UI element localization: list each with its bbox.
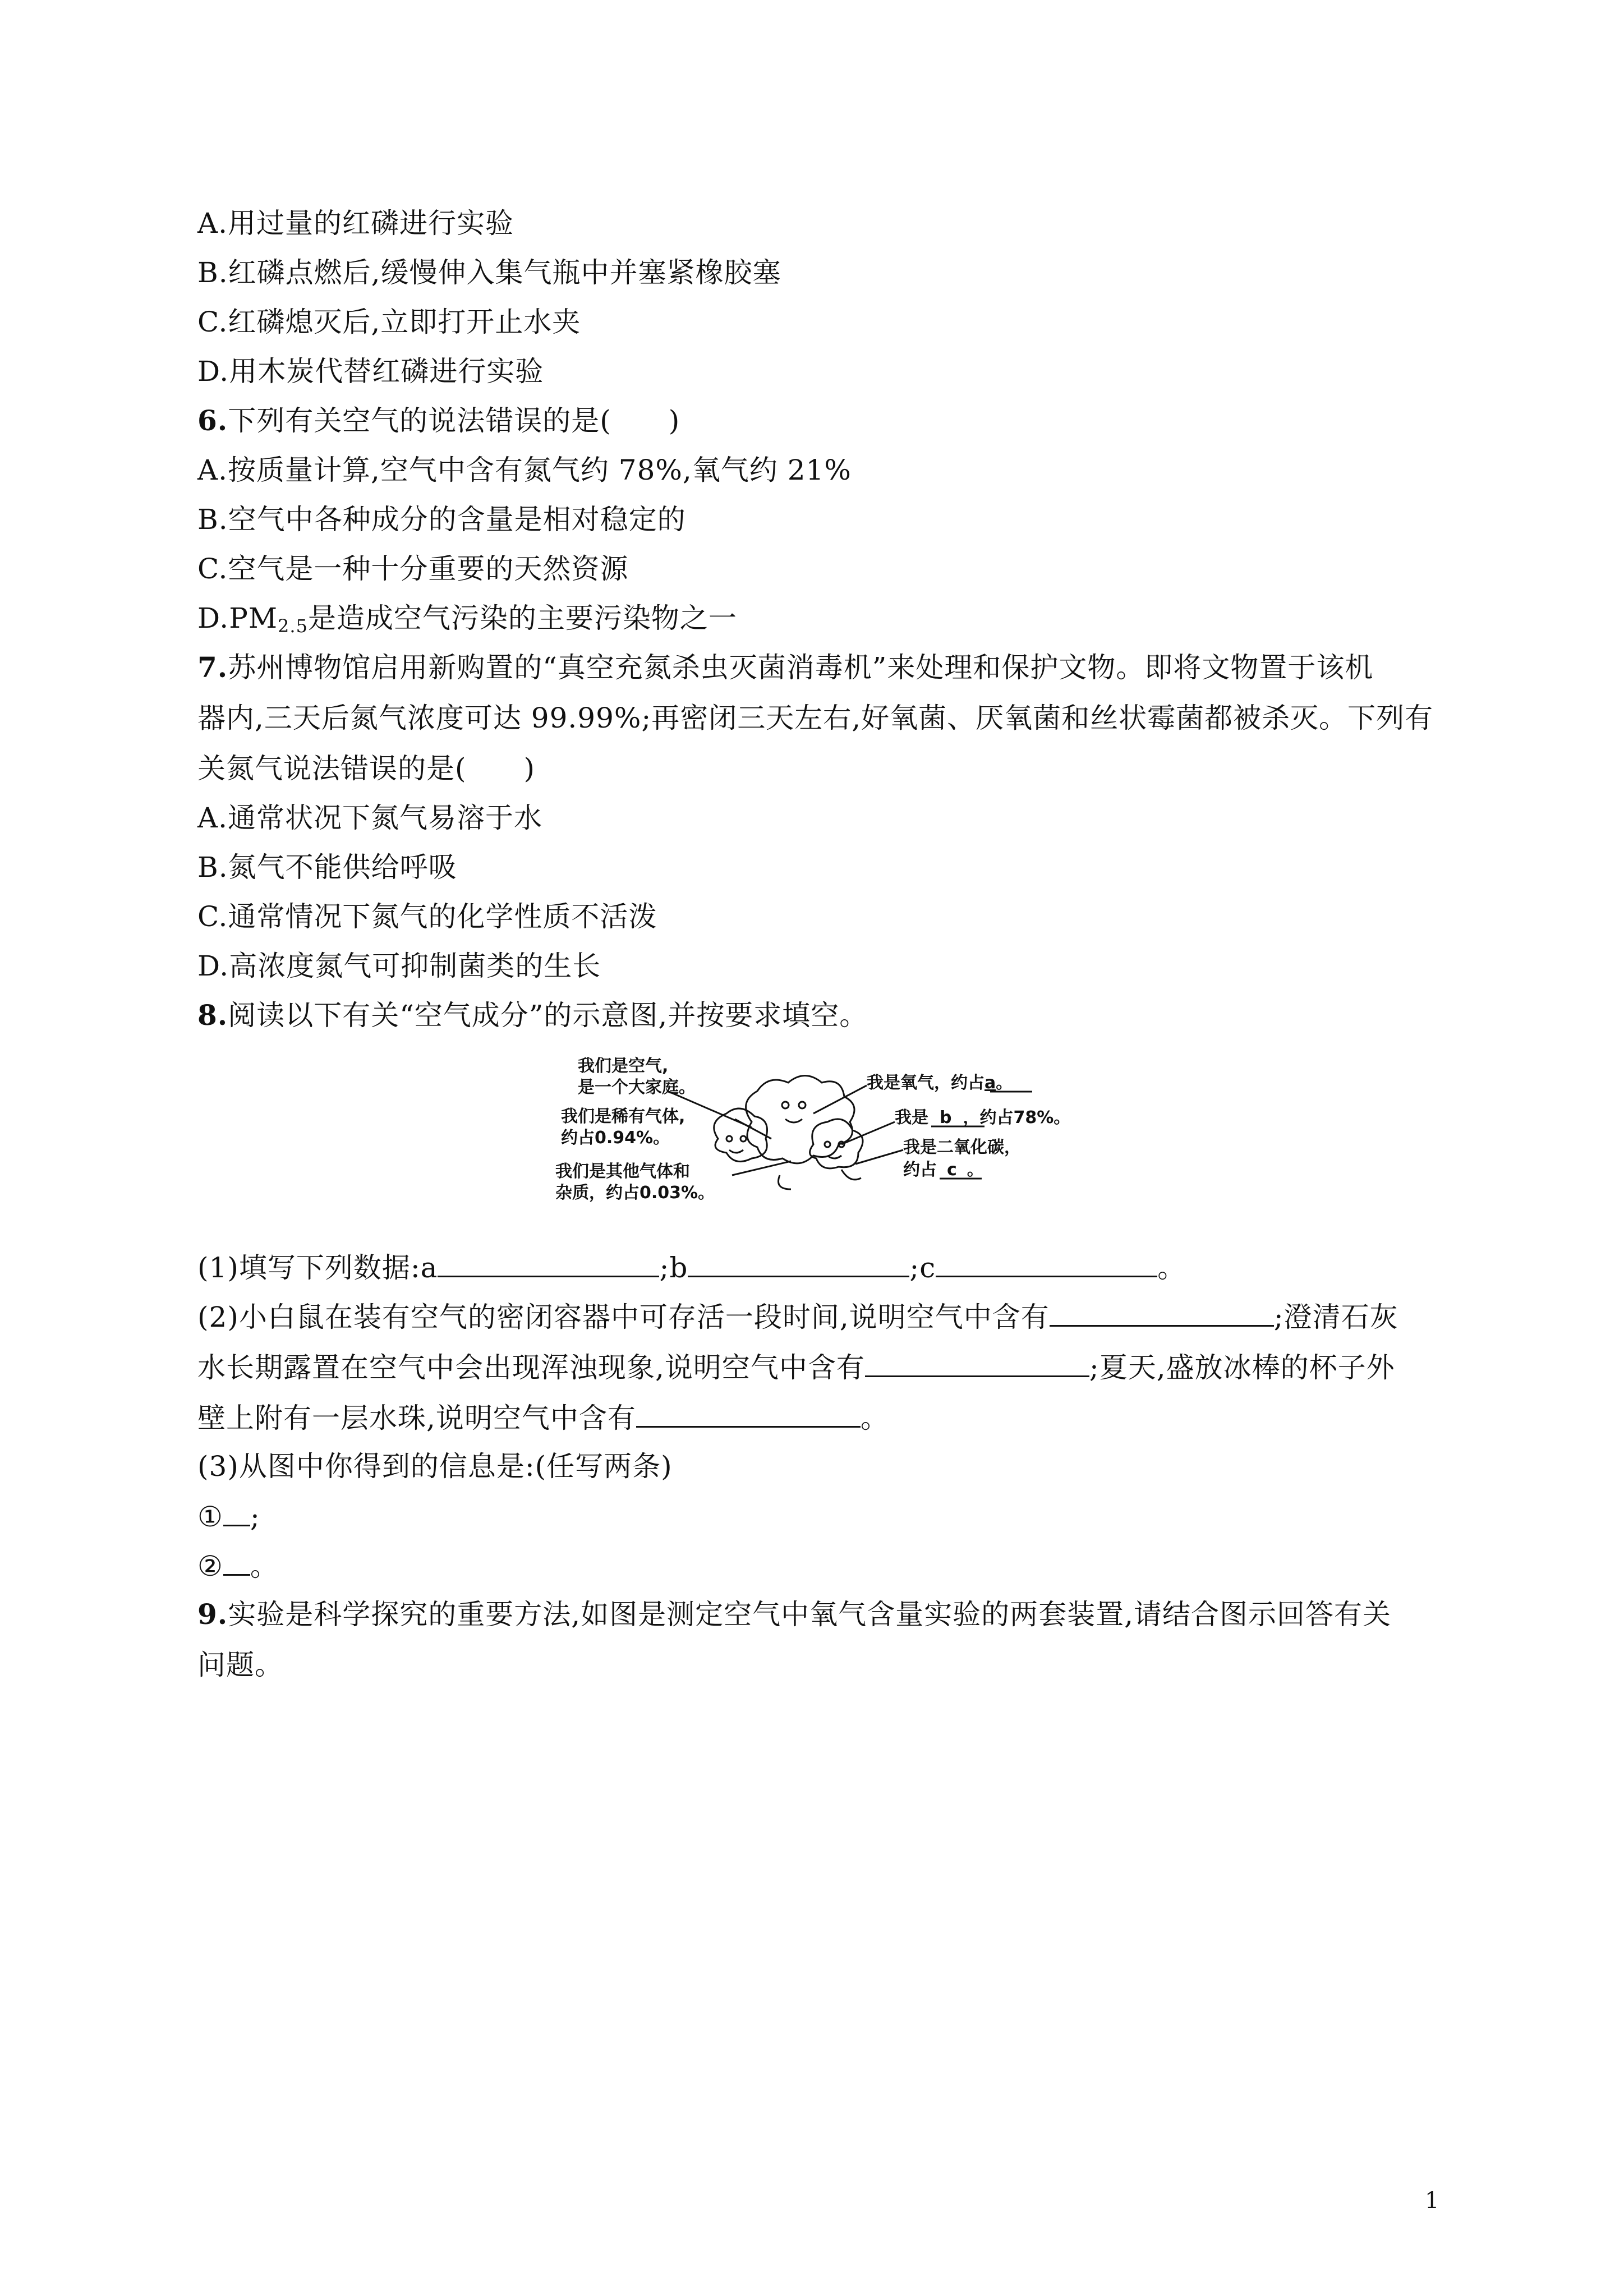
blank-info-1[interactable] bbox=[223, 1499, 250, 1526]
figure-label-nitrogen: 我是 b ，约占78%。 bbox=[895, 1108, 1071, 1128]
cloud-family-illustration bbox=[714, 1076, 863, 1190]
q5-option-d: D.用木炭代替红磷进行实验 bbox=[197, 355, 544, 388]
q6-stem bbox=[197, 404, 680, 438]
blank-part2-co2[interactable] bbox=[865, 1350, 1089, 1377]
q7-stem-line3: 关氮气说法错误的是( ) bbox=[197, 752, 536, 785]
q8-part2-line2 bbox=[197, 1350, 1395, 1384]
q7-stem-text1: 苏州博物馆启用新购置的“真空充氮杀虫灭菌消毒机”来处理和保护文物。即将文物置于该机 bbox=[228, 651, 1374, 684]
air-composition-figure bbox=[550, 1049, 1111, 1217]
q8-part1-end: 。 bbox=[1157, 1251, 1186, 1284]
q6-number: 6. bbox=[197, 404, 228, 437]
q8-part2-text2: 水长期露置在空气中会出现浑浊现象,说明空气中含有 bbox=[197, 1351, 865, 1384]
q8-part3-item2 bbox=[197, 1548, 279, 1583]
q8-part1 bbox=[197, 1250, 1186, 1285]
figure-label-air-2: 是一个大家庭。 bbox=[578, 1078, 696, 1097]
page-number: 1 bbox=[1425, 2188, 1439, 2214]
q8-part3-item2-end: 。 bbox=[250, 1550, 279, 1582]
q8-part3-item1-marker: ① bbox=[197, 1501, 223, 1533]
q8-part2-line1 bbox=[197, 1299, 1398, 1334]
figure-label-air-1: 我们是空气, bbox=[578, 1056, 669, 1076]
q6-option-b: B.空气中各种成分的含量是相对稳定的 bbox=[197, 503, 686, 536]
figure-label-co2-2: 约占 c 。 bbox=[903, 1160, 984, 1180]
q7-option-a: A.通常状况下氮气易溶于水 bbox=[197, 802, 543, 834]
q8-part3-item2-marker: ② bbox=[197, 1550, 223, 1582]
q7-stem-line1 bbox=[197, 651, 1373, 684]
blank-b[interactable] bbox=[688, 1250, 909, 1277]
q8-part1-sep-c: ;c bbox=[909, 1251, 936, 1284]
blank-c[interactable] bbox=[936, 1250, 1157, 1277]
q8-part3: (3)从图中你得到的信息是:(任写两条) bbox=[197, 1450, 673, 1483]
q6-option-d-pre: D.PM bbox=[197, 602, 278, 634]
q8-part1-label: (1)填写下列数据:a bbox=[197, 1251, 438, 1284]
figure-label-co2-1: 我是二氧化碳， bbox=[903, 1138, 1021, 1157]
q5-option-b: B.红磷点燃后,缓慢伸入集气瓶中并塞紧橡胶塞 bbox=[197, 256, 781, 289]
q8-part3-item1 bbox=[197, 1499, 260, 1534]
q8-part3-item1-end: ; bbox=[250, 1501, 260, 1533]
q5-option-a: A.用过量的红磷进行实验 bbox=[197, 207, 514, 240]
q7-stem-line2: 器内,三天后氮气浓度可达 99.99%;再密闭三天左右,好氧菌、厌氧菌和丝状霉菌都被杀灭。下列有 bbox=[197, 702, 1434, 734]
q8-number: 8. bbox=[197, 999, 228, 1032]
figure-label-rare-gas-2: 约占0.94%。 bbox=[561, 1128, 670, 1148]
q7-option-d: D.高浓度氮气可抑制菌类的生长 bbox=[197, 950, 601, 982]
q9-number: 9. bbox=[197, 1598, 228, 1631]
q6-option-d-subscript: 2.5 bbox=[278, 615, 308, 637]
q9-stem-line1 bbox=[197, 1598, 1391, 1631]
q8-part2-line3 bbox=[197, 1400, 889, 1435]
q6-option-a: A.按质量计算,空气中含有氮气约 78%,氧气约 21% bbox=[197, 454, 852, 486]
q8-part2-text1-end: ;澄清石灰 bbox=[1273, 1301, 1398, 1333]
figure-label-other-gas-2: 杂质，约占0.03%。 bbox=[555, 1183, 715, 1203]
q6-stem-text: 下列有关空气的说法错误的是( ) bbox=[228, 404, 680, 437]
q6-option-d bbox=[197, 601, 737, 643]
blank-info-2[interactable] bbox=[223, 1548, 250, 1576]
q8-stem bbox=[197, 999, 868, 1032]
q5-option-c: C.红磷熄灭后,立即打开止水夹 bbox=[197, 306, 581, 338]
q8-part1-sep-b: ;b bbox=[659, 1251, 688, 1284]
q8-part2-text3-end: 。 bbox=[860, 1402, 889, 1434]
q9-stem-text1: 实验是科学探究的重要方法,如图是测定空气中氧气含量实验的两套装置,请结合图示回答有关 bbox=[228, 1598, 1391, 1631]
blank-part2-water[interactable] bbox=[636, 1400, 861, 1428]
q7-option-c: C.通常情况下氮气的化学性质不活泼 bbox=[197, 900, 657, 933]
q9-stem-line2: 问题。 bbox=[197, 1649, 283, 1681]
q8-part2-text2-end: ;夏天,盛放冰棒的杯子外 bbox=[1089, 1351, 1395, 1384]
q8-stem-text: 阅读以下有关“空气成分”的示意图,并按要求填空。 bbox=[228, 999, 868, 1032]
q6-option-c: C.空气是一种十分重要的天然资源 bbox=[197, 553, 629, 585]
blank-a[interactable] bbox=[438, 1250, 659, 1277]
q8-part2-text3: 壁上附有一层水珠,说明空气中含有 bbox=[197, 1402, 636, 1434]
pointer-lines bbox=[668, 1085, 903, 1175]
figure-label-rare-gas-1: 我们是稀有气体, bbox=[561, 1107, 686, 1126]
q6-option-d-post: 是造成空气污染的主要污染物之一 bbox=[307, 602, 737, 634]
figure-label-other-gas-1: 我们是其他气体和 bbox=[555, 1162, 690, 1181]
q7-option-b: B.氮气不能供给呼吸 bbox=[197, 851, 457, 884]
q8-part2-text1: (2)小白鼠在装有空气的密闭容器中可存活一段时间,说明空气中含有 bbox=[197, 1301, 1050, 1333]
q7-number: 7. bbox=[197, 651, 228, 684]
blank-part2-oxygen[interactable] bbox=[1050, 1299, 1274, 1327]
figure-label-oxygen: 我是氧气，约占a。 bbox=[867, 1073, 1013, 1093]
